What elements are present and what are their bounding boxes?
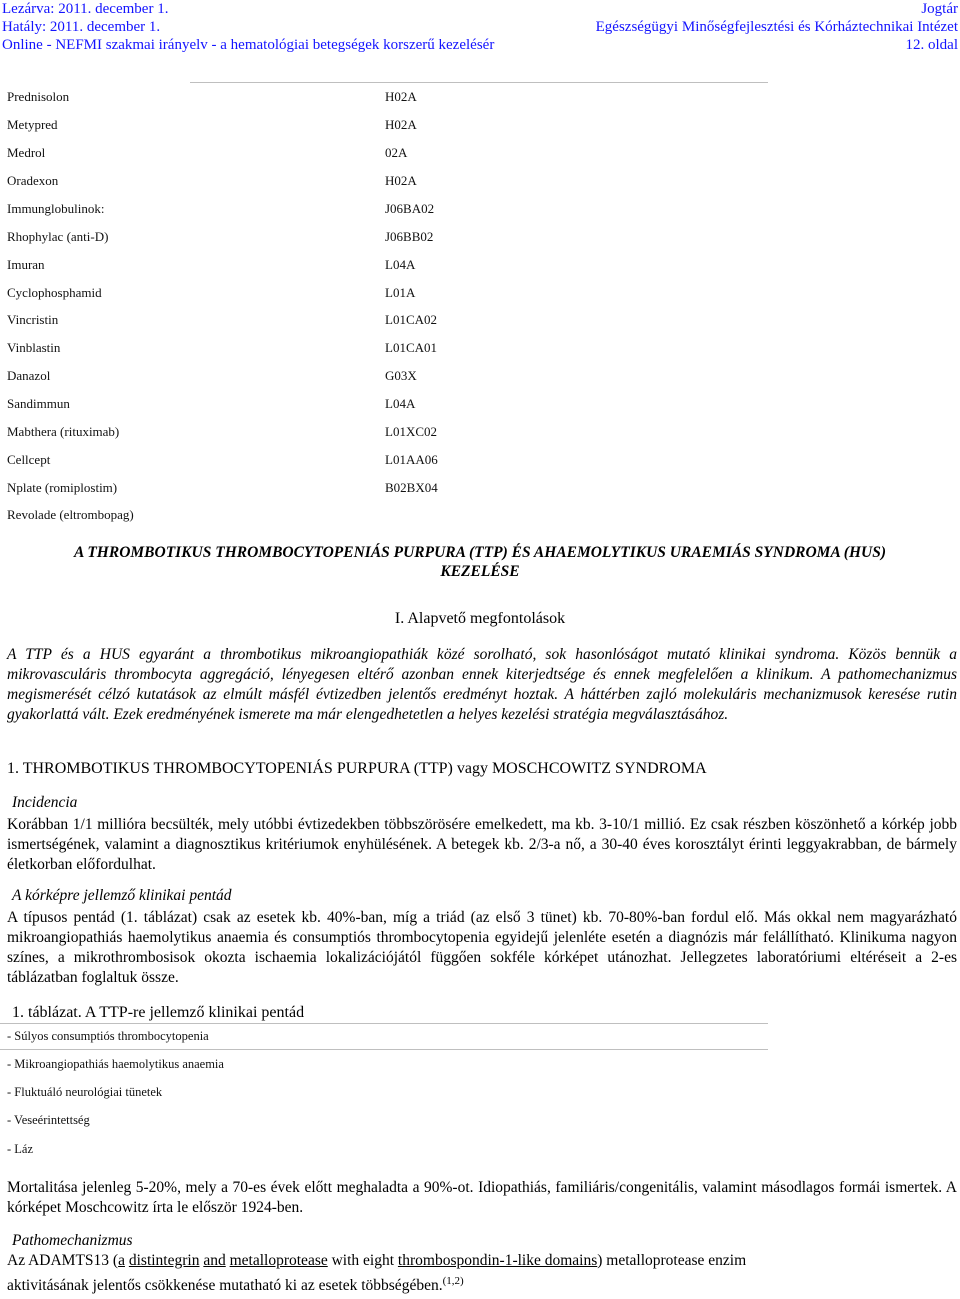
header-page-number: 12. oldal (905, 37, 958, 53)
chapter-heading: 1. THROMBOTIKUS THROMBOCYTOPENIÁS PURPURA (TTP) vagy MOSCHCOWITZ SYNDROMA (7, 760, 707, 777)
table-row: - Mikroangiopathiás haemolytikus anaemia (7, 1057, 224, 1071)
header-institute: Egészségügyi Minőségfejlesztési és Kórháztechnikai Intézet (595, 19, 958, 35)
drug-name: Oradexon (7, 173, 59, 188)
drug-code: 02A (385, 145, 408, 160)
table-row: - Súlyos consumptiós thrombocytopenia (7, 1029, 209, 1043)
header-document-title: Online - NEFMI szakmai irányelv - a hematológiai betegségek korszerű kezelésér (2, 37, 495, 53)
drug-name: Imuran (7, 257, 45, 272)
drug-code: J06BA02 (385, 201, 435, 216)
header-divider (190, 82, 768, 83)
underlined-and: and (203, 1252, 226, 1269)
drug-code: H02A (385, 89, 417, 104)
pathomechanism-title: Pathomechanizmus (12, 1232, 133, 1249)
drug-code: H02A (385, 173, 417, 188)
drug-name: Vincristin (7, 312, 59, 327)
incidence-text: Korábban 1/1 millióra becsülték, mely utóbbi évtizedekben többszörösére emelkedett, ma kb. 3-10/1 millió. Ez csak részben köszönhető a kórkép jobb ismertségének, valamint a diagnosztikus kritériumok enyhülésének. A betegek kb. 2/3-a nő, a 30-40 éves korosztályt érinti leggyakrabban, de bármely életkorban előfordulhat. (7, 816, 957, 873)
table1-row-rule (0, 1049, 768, 1050)
drug-code: L04A (385, 396, 416, 411)
table-row: - Fluktuáló neurológiai tünetek (7, 1085, 163, 1099)
drug-name: Prednisolon (7, 89, 70, 104)
pathomechanism-text: Az ADAMTS13 (a distintegrin and metalloprotease with eight thrombospondin-1-like domains) metalloprotease enzim aktivitásának jelentős csökkenése mutatható ki az esetek többségében.$^{(1,2)}$ (7, 1252, 747, 1295)
drug-code: L01CA02 (385, 312, 437, 327)
drug-name: Medrol (7, 145, 46, 160)
part-heading: I. Alapvető megfontolások (394, 610, 566, 627)
drug-name: Vinblastin (7, 340, 61, 355)
drug-code: L01AA06 (385, 452, 438, 467)
section-title-line-2: KEZELÉSE (440, 563, 520, 580)
drug-name: Danazol (7, 368, 51, 383)
header-lezarva: Lezárva: 2011. december 1. (2, 1, 169, 17)
page-header (0, 0, 960, 54)
drug-name: Metypred (7, 117, 58, 132)
mortality-text: Mortalitása jelenleg 5-20%, mely a 70-es évek előtt meghaladta a 90%-ot. Idiopathiás, familiáris/congenitális, valamint másodlagos formái ismertek. A kórképet Moschcowitz írta le először 1924-ben. (7, 1179, 957, 1216)
drug-code: G03X (385, 368, 417, 383)
drug-name: Mabthera (rituximab) (7, 424, 120, 439)
drug-name: Sandimmun (7, 396, 70, 411)
section-title (0, 543, 960, 581)
table-row: - Láz (7, 1142, 34, 1156)
pentad-title: A kórképre jellemző klinikai pentád (12, 887, 232, 904)
drug-code: H02A (385, 117, 417, 132)
intro-paragraph: A TTP és a HUS egyaránt a thrombotikus mikroangiopathiák közé sorolható, sok hasonlóságot mutató klinikai syndroma. Közös bennük a mikrovasculáris thrombocyta aggregáció, lényegesen eltérő azonban ennek kiterjedtsége és ennek megfelelően a klinikum. A pathomechanizmus megismerését célzó kutatások az elmúlt másfél évtizedben jelentős eredményt hoztak. A háttérben zajló molekuláris mechanizmusok keresése rutin gyakorlattá vált. Ezek eredményének ismerete ma már elengedhetetlen a helyes kezelési stratégia megválasztásához. (7, 646, 957, 723)
pentad-text: A típusos pentád (1. táblázat) csak az esetek kb. 40%-ban, míg a triád (az első 3 tünet) kb. 70-80%-ban fordul elő. Más okkal nem magyarázható mikroangiopathiás haemolytikus anaemia és consumptiós thrombocytopenia egyidejű jelenléte esetén a diagnózis már felállítható. Klinikuma nagyon színes, a mikrothrombosisok okozta ischaemia lokalizációjától függően sokféle kórképet utánozhat. Jellegzetes laboratóriumi eltéréseit a 2-es táblázatban foglaltuk össze. (7, 909, 957, 986)
drug-name: Revolade (eltrombopag) (7, 507, 134, 522)
incidence-title: Incidencia (12, 794, 78, 811)
drug-code: L01A (385, 285, 416, 300)
drug-code: L01CA01 (385, 340, 437, 355)
underlined-thrombospondin: thrombospondin-1-like domains (397, 1252, 598, 1269)
section-title-line-1: A THROMBOTIKUS THROMBOCYTOPENIÁS PURPURA (TTP) ÉS AHAEMOLYTIKUS URAEMIÁS SYNDROMA (HUS) (73, 544, 887, 561)
underlined-metalloprotease: metalloprotease (229, 1252, 328, 1269)
drug-name: Nplate (romiplostim) (7, 480, 118, 495)
drug-name: Immunglobulinok: (7, 201, 105, 216)
drug-code: J06BB02 (385, 229, 434, 244)
table1-top-rule (0, 1023, 768, 1024)
underlined-distintegrin: distintegrin (128, 1252, 200, 1269)
table1-title: 1. táblázat. A TTP-re jellemző klinikai pentád (12, 1004, 305, 1021)
reference-marker: (1,2) (442, 1275, 464, 1287)
drug-code: L04A (385, 257, 416, 272)
header-hataly: Hatály: 2011. december 1. (2, 19, 161, 35)
header-jogtar: Jogtár (921, 1, 958, 17)
pathomechanism-line1-start: Az ADAMTS13 ( (7, 1252, 119, 1269)
pathomechanism-line2: aktivitásának jelentős csökkenése mutatható ki az esetek többségében. (7, 1277, 443, 1295)
underlined-a: a (118, 1252, 125, 1269)
drug-name: Cyclophosphamid (7, 285, 102, 300)
drug-code: L01XC02 (385, 424, 437, 439)
pathomechanism-line1-end: ) metalloprotease enzim (597, 1252, 747, 1269)
table-row: - Veseérintettség (7, 1113, 90, 1127)
drug-code: B02BX04 (385, 480, 438, 495)
drug-name: Rhophylac (anti-D) (7, 229, 109, 244)
drug-name: Cellcept (7, 452, 51, 467)
